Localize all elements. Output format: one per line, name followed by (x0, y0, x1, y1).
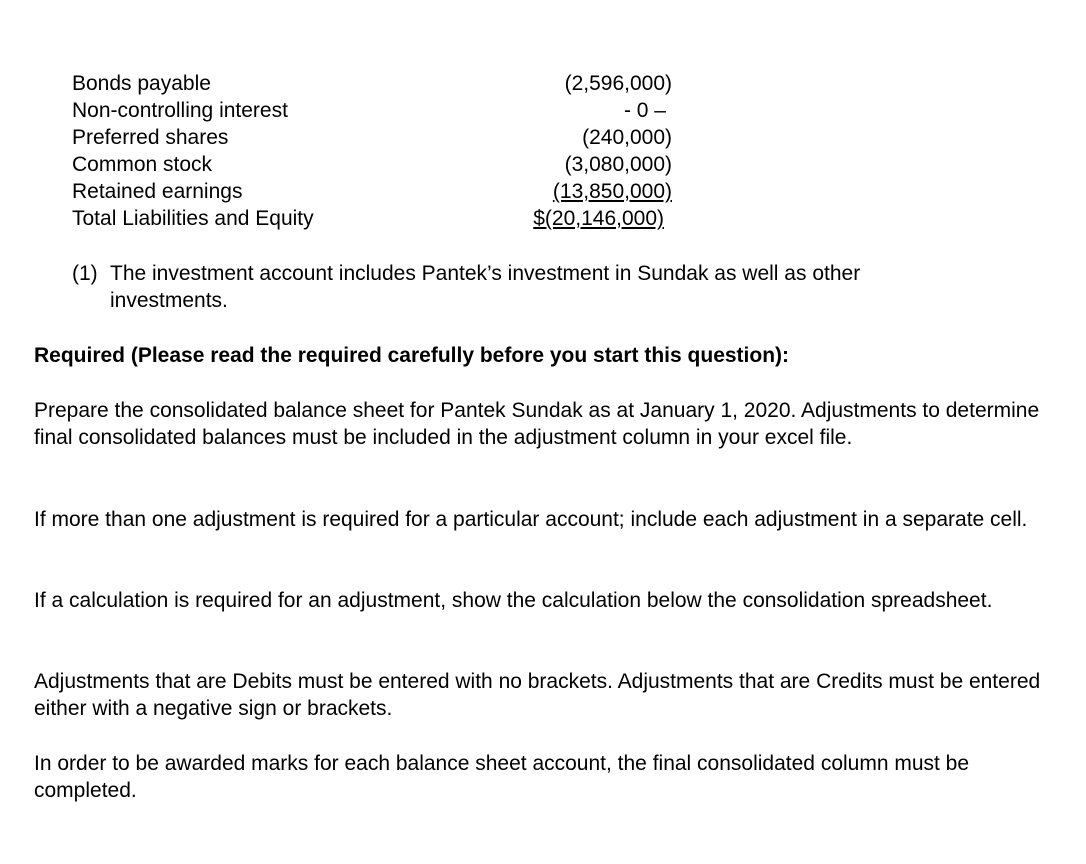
balance-row-bonds-payable (72, 70, 672, 98)
footnote-marker: (1) (72, 262, 98, 285)
row-amount: (2,596,000) (564, 72, 672, 95)
balance-row-non-controlling-interest (72, 97, 672, 125)
balance-row-common-stock (72, 151, 672, 179)
row-amount: - 0 – (623, 99, 666, 122)
row-label: Common stock (72, 153, 213, 176)
required-heading: Required (Please read the required carefully before you start this question): (34, 344, 790, 367)
instruction-paragraph: If more than one adjustment is required for a particular account; include each adjustment in a separate cell. (34, 508, 1028, 531)
instruction-paragraph: Adjustments that are Debits must be entered with no brackets. Adjustments that are Credits must be entered either with a negative sign or brackets. (34, 670, 1041, 720)
instruction-paragraph: In order to be awarded marks for each balance sheet account, the final consolidated column must be completed. (34, 752, 970, 802)
row-label: Retained earnings (72, 180, 243, 203)
row-label: Preferred shares (72, 126, 229, 149)
row-amount: (3,080,000) (564, 153, 672, 176)
footnote-text: The investment account includes Pantek’s investment in Sundak as well as other investments. (110, 262, 861, 312)
footnote (72, 260, 972, 314)
row-label: Non-controlling interest (72, 99, 288, 122)
balance-row-preferred-shares (72, 124, 672, 152)
instruction-paragraph: Prepare the consolidated balance sheet for Pantek Sundak as at January 1, 2020. Adjustments to determine final consolidated balances must be included in the adjustment column in your excel file. (34, 399, 1040, 449)
row-label: Total Liabilities and Equity (72, 207, 314, 230)
balance-row-total-liabilities-equity (72, 205, 672, 233)
instruction-paragraph: If a calculation is required for an adjustment, show the calculation below the consolidation spreadsheet. (34, 589, 993, 612)
balance-row-retained-earnings (72, 178, 672, 206)
row-amount: $(20,146,000) (533, 207, 664, 230)
row-label: Bonds payable (72, 72, 211, 95)
row-amount: (240,000) (582, 126, 672, 149)
row-amount: (13,850,000) (552, 180, 672, 203)
